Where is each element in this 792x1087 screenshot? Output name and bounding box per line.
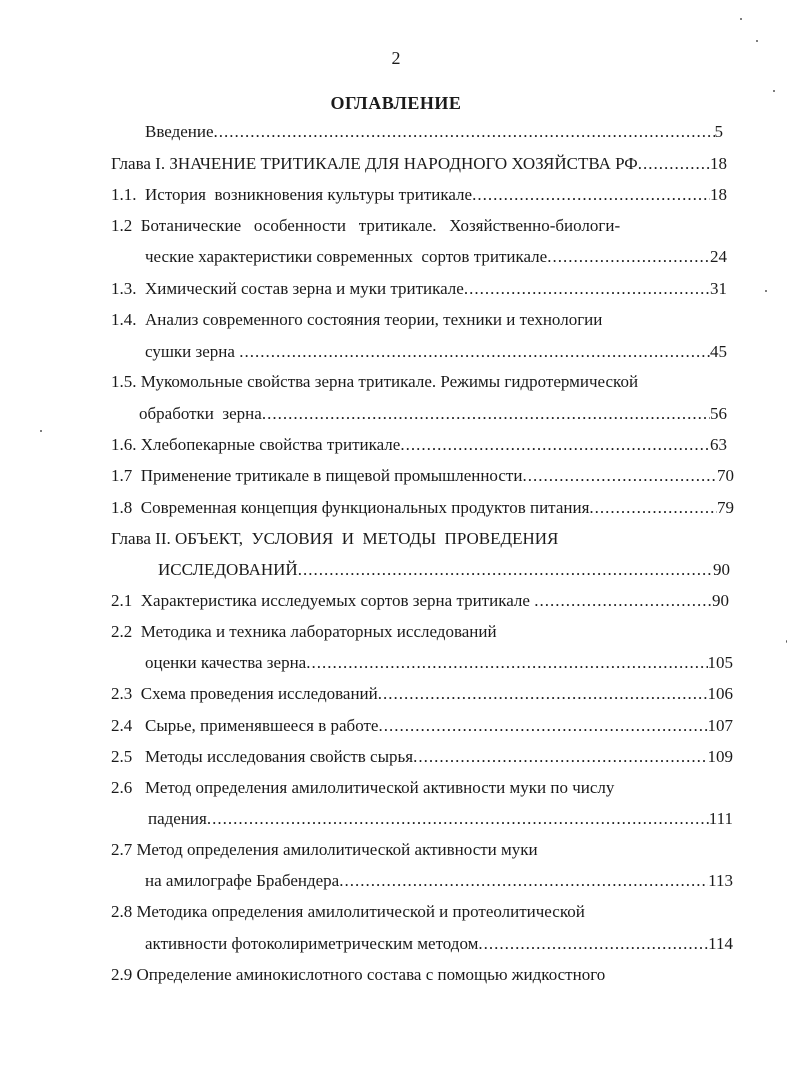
toc-entry-2-6 <box>111 777 731 799</box>
toc-entry-text: 1.3. Химический состав зерна и муки тритикале <box>111 279 464 298</box>
toc-entry-page: 113 <box>708 871 733 890</box>
toc-entry-page: 111 <box>708 809 733 828</box>
toc-entry-page: 63 <box>710 435 727 454</box>
toc-leader-dots <box>638 153 710 175</box>
toc-entry-2-6-cont <box>148 808 733 830</box>
toc-entry-1-3 <box>111 278 727 300</box>
toc-entry-chapter-2-cont <box>158 559 730 581</box>
toc-entry-2-2-cont <box>145 652 733 674</box>
toc-entry-1-4 <box>111 309 731 331</box>
toc-leader-dots <box>207 808 709 830</box>
toc-leader-dots <box>547 246 710 268</box>
toc-entry-2-3 <box>111 683 733 705</box>
toc-entry-text: 2.6 Метод определения амилолитической активности муки по числу <box>111 778 615 797</box>
toc-entry-text: Глава I. ЗНАЧЕНИЕ ТРИТИКАЛЕ ДЛЯ НАРОДНОГО ХОЗЯЙСТВА РФ <box>111 154 638 173</box>
toc-entry-2-4 <box>111 715 733 737</box>
toc-entry-page: 24 <box>710 247 727 266</box>
toc-leader-dots <box>522 465 717 487</box>
toc-entry-2-2 <box>111 621 731 643</box>
toc-entry-text: 2.4 Сырье, применявшееся в работе <box>111 716 379 735</box>
toc-entry-2-1 <box>111 590 729 612</box>
toc-entry-text: 2.5 Методы исследования свойств сырья <box>111 747 414 766</box>
toc-entry-page: 18 <box>710 185 727 204</box>
toc-entry-1-2 <box>111 215 731 237</box>
toc-entry-text: 1.2 Ботанические особенности тритикале. Хозяйственно-биологи- <box>111 216 621 235</box>
toc-title: ОГЛАВЛЕНИЕ <box>330 93 462 113</box>
toc-entry-page: 56 <box>710 404 727 423</box>
scan-speck <box>756 40 758 42</box>
scan-speck <box>765 290 767 292</box>
toc-entry-1-7 <box>111 465 734 487</box>
toc-entry-text: падения <box>148 809 207 828</box>
toc-entry-page: 70 <box>717 466 734 485</box>
toc-entry-text: 1.1. История возникновения культуры тритикале <box>111 185 473 204</box>
toc-entry-text: ИССЛЕДОВАНИЙ <box>158 560 298 579</box>
toc-entry-page: 106 <box>707 684 733 703</box>
toc-entry-1-8 <box>111 497 734 519</box>
toc-leader-dots <box>298 559 713 581</box>
toc-entry-page: 90 <box>713 560 730 579</box>
toc-entry-text: 1.8 Современная концепция функциональных продуктов питания <box>111 498 590 517</box>
toc-entry-1-5 <box>111 371 731 393</box>
scan-speck <box>740 18 742 20</box>
toc-entry-2-9 <box>111 964 731 986</box>
toc-entry-2-5 <box>111 746 733 768</box>
toc-entry-introduction <box>145 121 723 143</box>
toc-entry-page: 5 <box>714 122 723 141</box>
toc-entry-text: 2.8 Методика определения амилолитической и протеолитической <box>111 902 585 921</box>
toc-entry-text: ческие характеристики современных сортов тритикале <box>145 247 548 266</box>
toc-entry-text: обработки зерна <box>139 404 262 423</box>
toc-entry-chapter-2 <box>111 528 731 550</box>
page-number: 2 <box>391 48 401 68</box>
toc-entry-page: 79 <box>717 498 734 517</box>
toc-leader-dots <box>214 121 715 143</box>
toc-leader-dots <box>239 341 710 363</box>
toc-leader-dots <box>413 746 707 768</box>
toc-entry-text: сушки зерна <box>145 342 240 361</box>
toc-leader-dots <box>589 497 717 519</box>
toc-entry-text: оценки качества зерна <box>145 653 307 672</box>
toc-entry-text: Глава II. ОБЪЕКТ, УСЛОВИЯ И МЕТОДЫ ПРОВЕДЕНИЯ <box>111 529 559 548</box>
toc-entry-text: 1.4. Анализ современного состояния теории, техники и технологии <box>111 310 603 329</box>
toc-leader-dots <box>339 870 708 892</box>
scan-speck <box>786 640 787 643</box>
toc-entry-chapter-1 <box>111 153 727 175</box>
toc-entry-text: на амилографе Брабендера <box>145 871 340 890</box>
toc-entry-text: 2.9 Определение аминокислотного состава с помощью жидкостного <box>111 965 606 984</box>
toc-leader-dots <box>262 403 710 425</box>
scan-speck <box>773 90 775 92</box>
toc-entry-page: 105 <box>707 653 733 672</box>
toc-entry-2-7-cont <box>145 870 733 892</box>
toc-leader-dots <box>534 590 712 612</box>
toc-entry-text: 1.7 Применение тритикале в пищевой промышленности <box>111 466 523 485</box>
toc-entry-page: 107 <box>707 716 733 735</box>
toc-entry-page: 45 <box>710 342 727 361</box>
toc-entry-text: Введение <box>145 122 214 141</box>
toc-entry-text: 2.3 Схема проведения исследований <box>111 684 378 703</box>
toc-leader-dots <box>478 933 708 955</box>
toc-entry-page: 90 <box>712 591 729 610</box>
toc-entry-page: 114 <box>708 934 733 953</box>
toc-leader-dots <box>378 715 707 737</box>
toc-entry-text: 1.5. Мукомольные свойства зерна тритикале. Режимы гидротермической <box>111 372 639 391</box>
toc-entry-text: 1.6. Хлебопекарные свойства тритикале <box>111 435 401 454</box>
scan-speck <box>40 430 42 432</box>
toc-leader-dots <box>400 434 710 456</box>
toc-entry-1-6 <box>111 434 727 456</box>
toc-entry-2-7 <box>111 839 731 861</box>
toc-entry-1-4-cont <box>145 341 727 363</box>
toc-entry-1-2-cont <box>145 246 727 268</box>
toc-entry-page: 31 <box>710 279 727 298</box>
toc-leader-dots <box>306 652 707 674</box>
toc-entry-1-5-cont <box>139 403 727 425</box>
toc-entry-1-1 <box>111 184 727 206</box>
toc-leader-dots <box>472 184 710 206</box>
toc-entry-text: 2.7 Метод определения амилолитической активности муки <box>111 840 538 859</box>
toc-entry-text: 2.2 Методика и техника лабораторных исследований <box>111 622 497 641</box>
toc-entry-page: 18 <box>710 154 727 173</box>
toc-leader-dots <box>464 278 710 300</box>
toc-entry-page: 109 <box>707 747 733 766</box>
toc-entry-2-8 <box>111 901 731 923</box>
toc-entry-text: активности фотоколириметрическим методом <box>145 934 479 953</box>
toc-leader-dots <box>378 683 708 705</box>
toc-entry-2-8-cont <box>145 933 733 955</box>
toc-entry-text: 2.1 Характеристика исследуемых сортов зерна тритикале <box>111 591 535 610</box>
